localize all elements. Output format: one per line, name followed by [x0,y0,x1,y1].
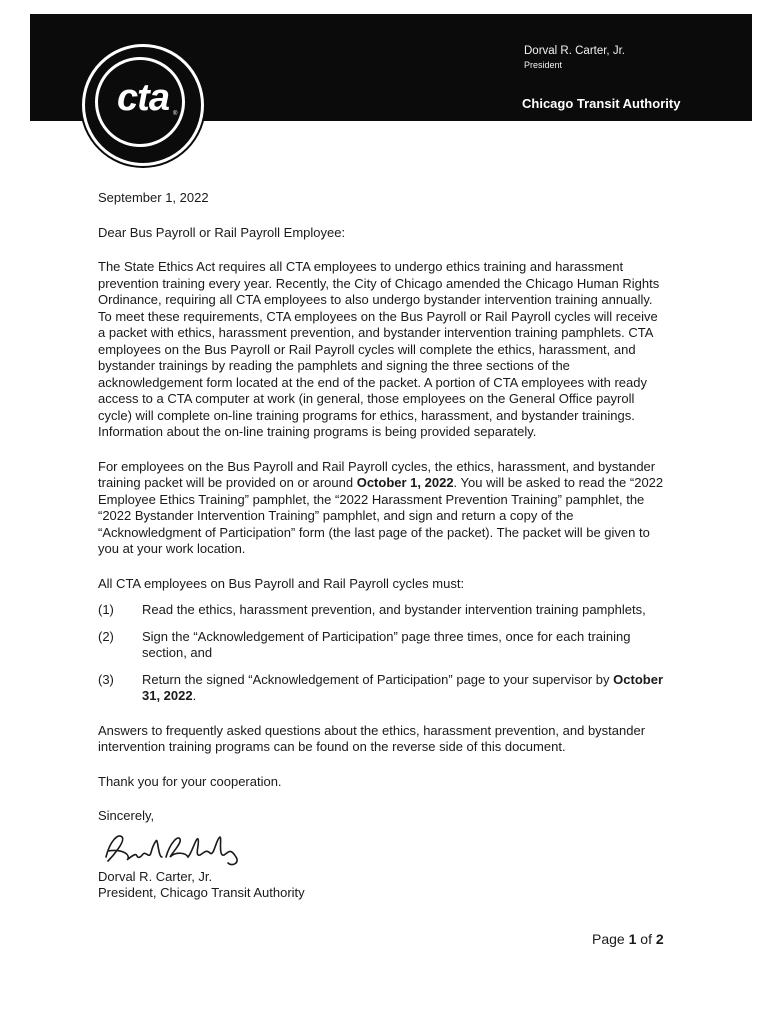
list-item-suffix: . [192,688,197,703]
requirements-list [98,602,668,705]
letter-date: September 1, 2022 [98,190,209,205]
cta-logo-text: cta [117,77,169,119]
deadline-date: October 31, 2022 [142,671,663,703]
letter-body [98,190,668,902]
page-total: 2 [655,931,664,947]
page-of: of [636,931,656,947]
list-item [98,629,668,662]
list-item-text: Read the ethics, harassment prevention, and bystander intervention training pamphlets, [142,602,646,617]
page-current: 1 [628,931,637,947]
closing: Sincerely, [98,808,155,823]
page-indicator [592,931,664,947]
letterhead-president-name: Dorval R. Carter, Jr. [524,45,625,57]
packet-date: October 1, 2022 [356,475,454,490]
letter-salutation: Dear Bus Payroll or Rail Payroll Employee: [98,224,346,240]
paragraph-packet-text-1: For employees on the Bus Payroll and Rail Payroll cycles, the ethics, harassment, and bystander training packet will be provided on or around [98,458,656,490]
paragraph-packet [98,459,668,558]
thanks-line: Thank you for your cooperation. [98,773,282,789]
list-item-number: (3) [98,671,114,687]
list-item [98,602,668,619]
signature-image [100,827,250,869]
paragraph-packet-text-2: . You will be asked to read the “2022 Employee Ethics Training” pamphlet, the “2022 Harassment Prevention Training” pamphlet, the “2022 Bystander Intervention Training” pamphlet, and sign and return a copy of the “Acknowledgment of Participation” form (the last page of the packet). The packet will be given to you at your work location. [98,475,664,556]
list-item-number: (1) [98,602,114,617]
registered-mark-icon: ® [173,111,178,117]
paragraph-faq: Answers to frequently asked questions about the ethics, harassment prevention, and bystander intervention training programs can be found on the reverse side of this document. [98,722,646,754]
page-label: Page [592,931,629,947]
letterhead-organization: Chicago Transit Authority [522,96,681,111]
list-item [98,672,668,705]
signer-title: President, Chicago Transit Authority [98,885,305,900]
list-item-text: Return the signed “Acknowledgement of Participation” page to your supervisor by [142,671,614,687]
list-item-text: Sign the “Acknowledgement of Participation” page three times, once for each training section, and [142,628,631,660]
list-intro: All CTA employees on Bus Payroll and Rail Payroll cycles must: [98,575,465,591]
letterhead-president-title: President [524,60,563,70]
signer-name: Dorval R. Carter, Jr. [98,868,213,884]
list-item-number: (2) [98,628,114,644]
cta-logo [82,44,204,166]
paragraph-intro: The State Ethics Act requires all CTA employees to undergo ethics training and harassment prevention training every year. Recently, the City of Chicago amended the Chicago Human Rights Ordinance, requiring all CTA employees to also undergo bystander intervention training annually. To meet these requirements, CTA employees on the Bus Payroll or Rail Payroll cycles will receive a packet with ethics, harassment prevention, and bystander intervention training pamphlets. CTA employees on the Bus Payroll or Rail Payroll cycles will complete the ethics, harassment, and bystander trainings by reading the pamphlets and signing the three sections of the acknowledgement form located at the end of the packet. A portion of CTA employees with ready access to a CTA computer at work (in general, those employees on the General Office payroll cycle) will complete on-line training programs for ethics, harassment, and bystander trainings. Information about the on-line training programs is being provided separately. [98,259,660,439]
